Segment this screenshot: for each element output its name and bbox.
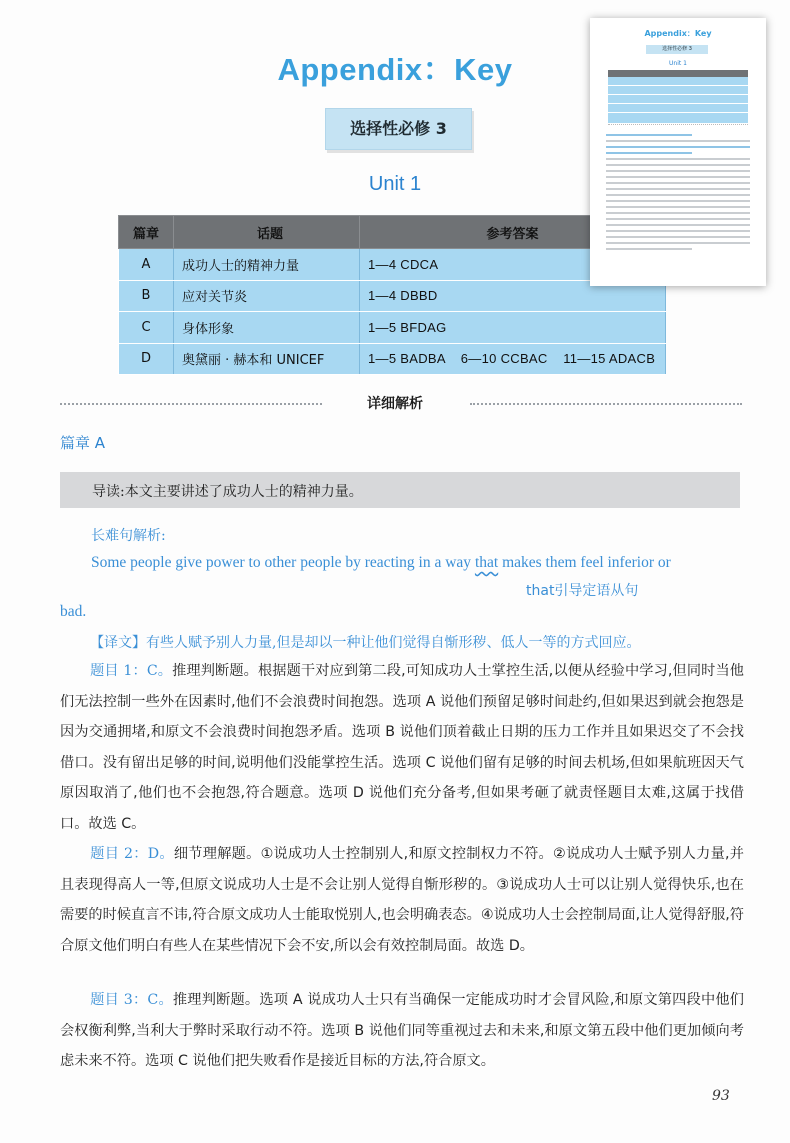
thumbnail-unit: Unit 1: [669, 60, 687, 67]
answers-cell: 1—5 BADBA 6—10 CCBAC 11—15 ADACB: [360, 343, 666, 375]
analysis-sentence-end: bad.: [60, 603, 87, 620]
analysis-sentence: [91, 554, 671, 572]
thumbnail-band: 选择性必修 3: [646, 45, 708, 54]
answers-cell: 1—4 DBBD: [360, 280, 666, 312]
question-explanation: [60, 985, 744, 1077]
appendix-title: Appendix：Key: [277, 52, 513, 87]
translation: 【译文】有些人赋予别人力量,但是却以一种让他们觉得自惭形秽、低人一等的方式回应。: [90, 635, 641, 651]
thumbnail-table: [608, 70, 748, 123]
column-header-chapter: 篇章: [119, 216, 174, 249]
topic-cell: 身体形象: [174, 312, 360, 344]
passage-label: 篇章 A: [60, 434, 106, 452]
section-divider-left: [60, 403, 322, 405]
topic-cell: 成功人士的精神力量: [174, 249, 360, 281]
sentence-after: makes them feel inferior or: [498, 554, 671, 571]
chapter-cell: A: [119, 249, 174, 281]
sentence-before: Some people give power to other people by reacting in a way: [91, 554, 475, 571]
question-label: 题目 3：C。: [90, 992, 173, 1008]
topic-cell: 应对关节炎: [174, 280, 360, 312]
intro-text: 导读:本文主要讲述了成功人士的精神力量。: [92, 484, 363, 500]
chapter-cell: D: [119, 343, 174, 375]
question-explanation: [60, 839, 744, 961]
question-label: 题目 1：C。: [90, 663, 173, 679]
question-explanation: [60, 656, 744, 839]
column-header-topic: 话题: [174, 216, 360, 249]
question-text: 细节理解题。①说成功人士控制别人,和原文控制权力不符。②说成功人士赋予别人力量,并且表现得高人一等,但原文说成功人士是不会让别人觉得自惭形秽的。③说成功人士可以让别人觉得快乐,也在需要的时候直言不讳,符合原文成功人士能取悦别人,也会明确表态。④说成功人士会控制局面,让人觉得舒服,符合原文他们明白有些人在某些情况下会不安,所以会有效控制局面。故选 D。: [60, 846, 744, 954]
table-row: [119, 249, 666, 281]
chapter-cell: B: [119, 280, 174, 312]
answer-table: [118, 215, 666, 375]
page-thumbnail: [590, 18, 766, 286]
column-header-answers: 参考答案: [360, 216, 666, 249]
table-row: [119, 343, 666, 375]
unit-title: Unit 1: [368, 173, 422, 195]
table-header-row: [119, 216, 666, 249]
table-row: [119, 312, 666, 344]
section-heading: 详细解析: [367, 396, 423, 412]
topic-cell: 奥黛丽 · 赫本和 UNICEF: [174, 343, 360, 375]
relative-pronoun-marked: that: [474, 554, 499, 571]
thumbnail-title: Appendix：Key: [644, 29, 712, 38]
analysis-label: 长难句解析:: [91, 528, 166, 544]
thumbnail-divider: [608, 124, 748, 125]
grammar-note: that引导定语从句: [526, 583, 639, 599]
answers-cell: 1—4 CDCA: [360, 249, 666, 281]
book-volume-band: 选择性必修 3: [325, 108, 472, 150]
section-divider-right: [470, 403, 742, 405]
chapter-cell: C: [119, 312, 174, 344]
thumbnail-text-lines: [606, 134, 750, 254]
page-number: 93: [712, 1088, 730, 1104]
answers-cell: 1—5 BFDAG: [360, 312, 666, 344]
question-label: 题目 2：D。: [90, 846, 174, 862]
question-text: 推理判断题。根据题干对应到第二段,可知成功人士掌控生活,以便从经验中学习,但同时当他们无法控制一些外在因素时,他们不会浪费时间抱怨。选项 A 说他们预留足够时间赴约,但如果迟到就会抱怨是因为交通拥堵,和原文不会浪费时间抱怨矛盾。选项 B 说他们顶着截止日期的压力工作并且如果迟交了不会找借口。没有留出足够的时间,说明他们没能掌控生活。选项 C 说他们留有足够的时间去机场,但如果航班因天气原因取消了,他们也不会抱怨,符合题意。选项 D 说他们充分备考,但如果考砸了就责怪题目太难,这属于找借口。故选 C。: [60, 663, 744, 832]
question-text: 推理判断题。选项 A 说成功人士只有当确保一定能成功时才会冒风险,和原文第四段中他们会权衡利弊,当利大于弊时采取行动不符。选项 B 说他们同等重视过去和未来,和原文第五段中他们更加倾向考虑未来不符。选项 C 说他们把失败看作是接近目标的方法,符合原文。: [60, 992, 744, 1069]
table-row: [119, 280, 666, 312]
